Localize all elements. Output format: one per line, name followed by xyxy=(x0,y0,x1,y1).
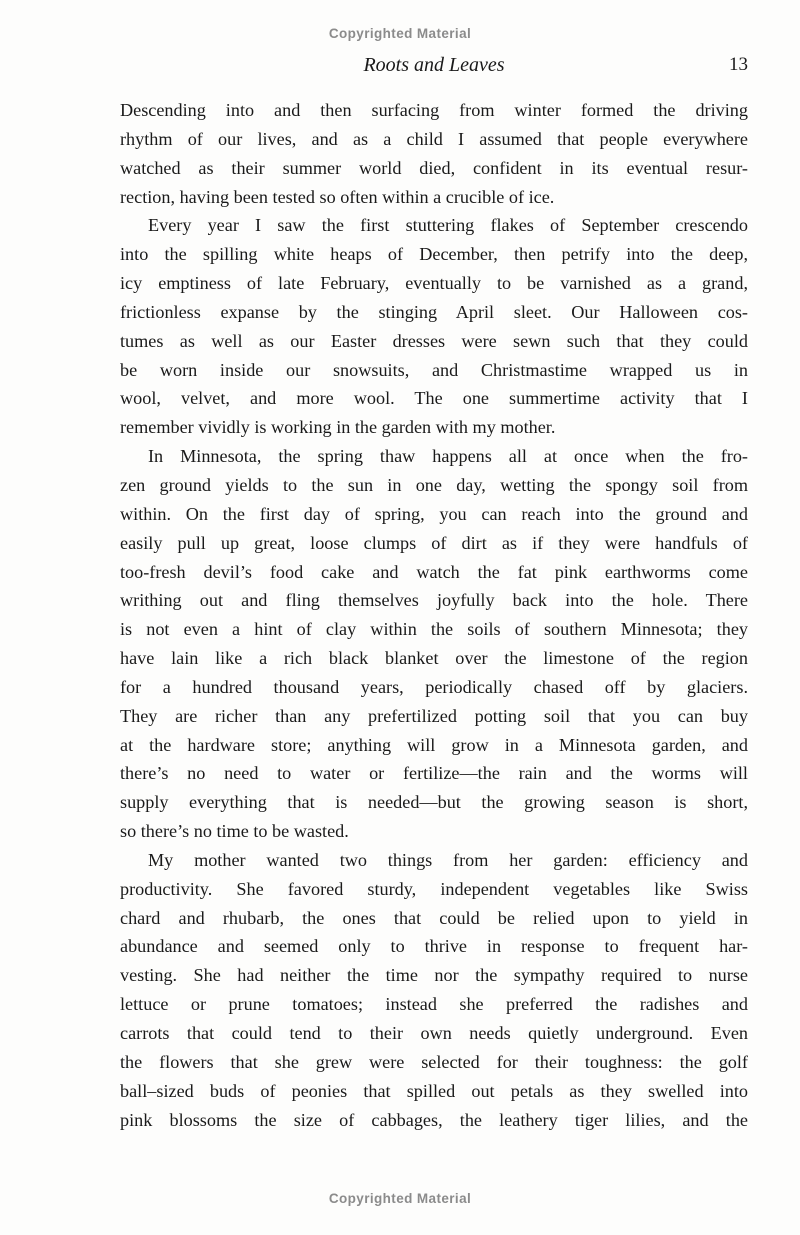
body-line: within. On the first day of spring, you can reach into the ground and xyxy=(120,503,748,524)
copyright-notice-bottom: Copyrighted Material xyxy=(328,1191,472,1206)
body-line: In Minnesota, the spring thaw happens all at once when the fro- xyxy=(148,446,748,467)
body-line: zen ground yields to the sun in one day, wetting the spongy soil from xyxy=(120,474,748,495)
body-line: chard and rhubarb, the ones that could be relied upon to yield in xyxy=(120,907,748,928)
body-line: carrots that could tend to their own needs quietly underground. Even xyxy=(120,1023,748,1043)
body-line: rection, having been tested so often within a crucible of ice. xyxy=(120,186,555,207)
body-line: lettuce or prune tomatoes; instead she preferred the radishes and xyxy=(120,994,748,1015)
body-line: watched as their summer world died, confident in its eventual resur- xyxy=(120,157,748,178)
body-line: remember vividly is working in the garden with my mother. xyxy=(120,417,556,438)
body-line: rhythm of our lives, and as a child I assumed that people everywhere xyxy=(120,128,748,149)
body-line: be worn inside our snowsuits, and Christmastime wrapped us in xyxy=(120,359,748,380)
body-line: productivity. She favored sturdy, independent vegetables like Swiss xyxy=(120,878,748,899)
body-line: tumes as well as our Easter dresses were sewn such that they could xyxy=(120,330,748,351)
body-line: Descending into and then surfacing from winter formed the driving xyxy=(120,100,748,120)
page-number: 13 xyxy=(729,54,748,75)
body-line: frictionless expanse by the stinging April sleet. Our Halloween cos- xyxy=(120,301,748,322)
body-line: easily pull up great, loose clumps of dirt as if they were handfuls of xyxy=(120,532,748,553)
body-line: writhing out and fling themselves joyfully back into the hole. There xyxy=(120,590,748,611)
chapter-title: Roots and Leaves xyxy=(363,54,505,76)
body-line: vesting. She had neither the time nor the sympathy required to nurse xyxy=(120,965,748,986)
body-line: abundance and seemed only to thrive in response to frequent har- xyxy=(120,936,748,957)
body-line: there’s no need to water or fertilize—the rain and the worms will xyxy=(120,763,748,784)
body-line: icy emptiness of late February, eventually to be varnished as a grand, xyxy=(120,273,748,294)
body-line: ball–sized buds of peonies that spilled out petals as they swelled into xyxy=(120,1080,748,1101)
body-line: too-fresh devil’s food cake and watch the fat pink earthworms come xyxy=(120,561,748,582)
body-line: the flowers that she grew were selected for their toughness: the golf xyxy=(120,1051,748,1072)
body-line: so there’s no time to be wasted. xyxy=(120,821,349,842)
body-line: Every year I saw the first stuttering flakes of September crescendo xyxy=(148,215,748,236)
body-line: is not even a hint of clay within the soils of southern Minnesota; they xyxy=(120,619,748,640)
copyright-notice-top: Copyrighted Material xyxy=(328,26,472,41)
body-line: wool, velvet, and more wool. The one summertime activity that I xyxy=(120,388,748,409)
body-line: into the spilling white heaps of December, then petrify into the deep, xyxy=(120,244,748,265)
running-header xyxy=(120,51,748,79)
body-line: have lain like a rich black blanket over the limestone of the region xyxy=(120,648,748,669)
body-line: They are richer than any prefertilized potting soil that you can buy xyxy=(120,705,748,726)
body-line: for a hundred thousand years, periodically chased off by glaciers. xyxy=(120,676,748,697)
body-line: supply everything that is needed—but the growing season is short, xyxy=(120,792,748,813)
body-line: My mother wanted two things from her garden: efficiency and xyxy=(148,849,748,870)
body-text xyxy=(120,96,748,1134)
body-line: pink blossoms the size of cabbages, the leathery tiger lilies, and the xyxy=(120,1109,748,1130)
body-line: at the hardware store; anything will grow in a Minnesota garden, and xyxy=(120,734,748,755)
